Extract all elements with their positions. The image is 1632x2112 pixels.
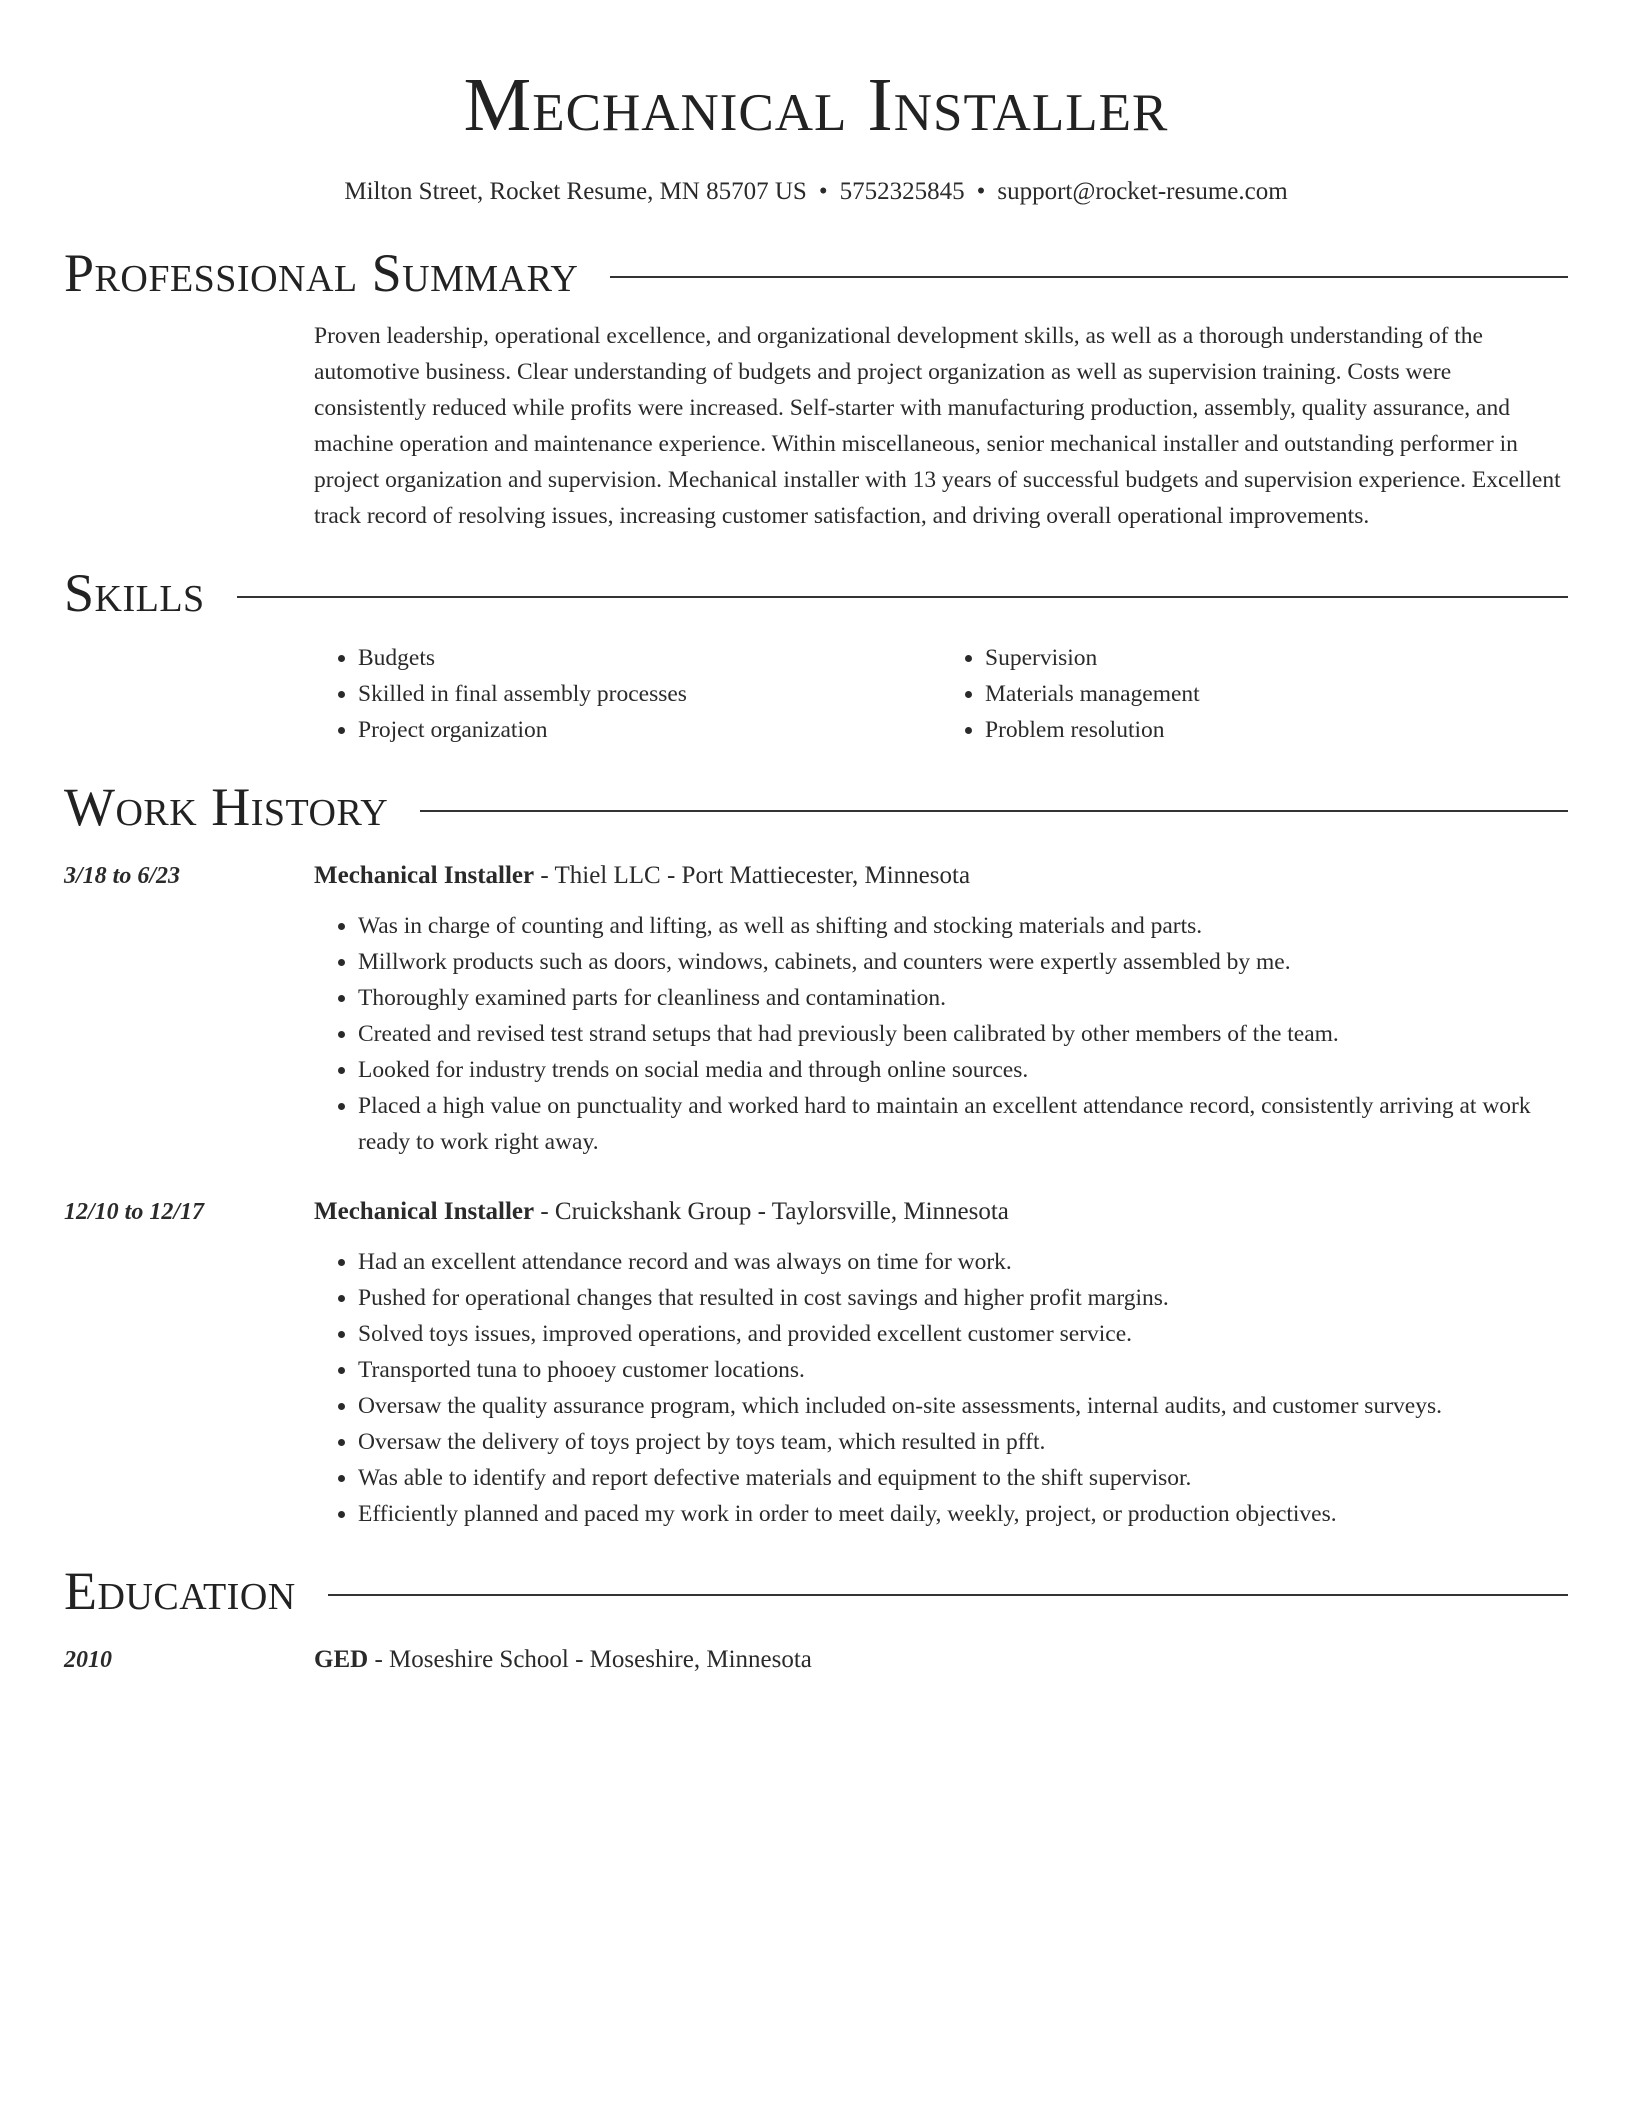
education-details: - Moseshire School - Moseshire, Minnesota	[368, 1646, 812, 1673]
education-section-header	[64, 1558, 1568, 1624]
job-details: - Thiel LLC - Port Mattiecester, Minnesota	[534, 862, 971, 889]
contact-separator: •	[818, 178, 828, 205]
section-divider	[420, 810, 1568, 812]
job-bullet: • Transported tuna to phooey customer locations.	[358, 1352, 1568, 1388]
skills-section-header	[64, 560, 1568, 626]
skill-item: • Budgets	[358, 640, 941, 676]
summary-heading: Professional Summary	[64, 243, 579, 303]
job-title: Mechanical Installer	[314, 862, 535, 889]
skills-list-right	[941, 640, 1568, 748]
job-bullet: • Thoroughly examined parts for cleanliness and contamination.	[358, 980, 1568, 1016]
education-line	[314, 1642, 1568, 1678]
job-bullet: • Oversaw the quality assurance program, which included on-site assessments, internal audits, and customer surveys.	[358, 1388, 1568, 1424]
job-bullet: • Placed a high value on punctuality and worked hard to maintain an excellent attendance record, consistently arriving at work ready to work right away.	[358, 1088, 1568, 1160]
skill-item: • Project organization	[358, 712, 941, 748]
job-bullet: • Efficiently planned and paced my work in order to meet daily, weekly, project, or production objectives.	[358, 1496, 1568, 1532]
job-bullets	[314, 1244, 1568, 1532]
summary-section	[64, 318, 1568, 534]
contact-phone: 5752325845	[839, 178, 965, 205]
skills-section	[64, 640, 1568, 748]
job-bullet: • Millwork products such as doors, windows, cabinets, and counters were expertly assembled by me.	[358, 944, 1568, 980]
section-divider	[610, 276, 1568, 278]
job-title: Mechanical Installer	[314, 1198, 535, 1225]
job-bullet: • Pushed for operational changes that resulted in cost savings and higher profit margins.	[358, 1280, 1568, 1316]
education-date: 2010	[64, 1647, 112, 1673]
work-section-header	[64, 774, 1568, 840]
skill-item: • Problem resolution	[985, 712, 1568, 748]
contact-address: Milton Street, Rocket Resume, MN 85707 US	[344, 178, 807, 205]
candidate-name: Mechanical Installer	[463, 63, 1169, 147]
education-degree: GED	[314, 1646, 369, 1673]
job-title-line	[314, 1194, 1568, 1230]
job-details: - Cruickshank Group - Taylorsville, Minnesota	[534, 1198, 1009, 1225]
job-entry	[64, 1194, 1568, 1532]
contact-email: support@rocket-resume.com	[997, 178, 1288, 205]
education-heading: Education	[64, 1561, 296, 1621]
job-bullet: • Was able to identify and report defective materials and equipment to the shift supervisor.	[358, 1460, 1568, 1496]
summary-text: Proven leadership, operational excellence, and organizational development skills, as well as a thorough understanding of the automotive business. Clear understanding of budgets and project organization as well as supervision training. Costs were consistently reduced while profits were increased. Self-starter with manufacturing production, assembly, quality assurance, and machine operation and maintenance experience. Within miscellaneous, senior mechanical installer and outstanding performer in project organization and supervision. Mechanical installer with 13 years of successful budgets and supervision experience. Excellent track record of resolving issues, increasing customer satisfaction, and driving overall operational improvements.	[314, 323, 1561, 529]
job-bullet: • Had an excellent attendance record and was always on time for work.	[358, 1244, 1568, 1280]
job-date: 12/10 to 12/17	[64, 1199, 205, 1225]
work-heading: Work History	[64, 777, 389, 837]
job-bullets	[314, 908, 1568, 1160]
job-title-line	[314, 858, 1568, 894]
job-bullet: • Was in charge of counting and lifting, as well as shifting and stocking materials and parts.	[358, 908, 1568, 944]
skill-item: • Skilled in final assembly processes	[358, 676, 941, 712]
skill-item: • Supervision	[985, 640, 1568, 676]
skills-heading: Skills	[64, 563, 205, 623]
summary-section-header	[64, 240, 1568, 306]
job-entry	[64, 858, 1568, 1160]
skill-item: • Materials management	[985, 676, 1568, 712]
skills-list-left	[314, 640, 941, 748]
job-bullet: • Solved toys issues, improved operations, and provided excellent customer service.	[358, 1316, 1568, 1352]
job-bullet: • Oversaw the delivery of toys project by toys team, which resulted in pfft.	[358, 1424, 1568, 1460]
contact-line	[64, 176, 1568, 208]
job-bullet: • Created and revised test strand setups that had previously been calibrated by other members of the team.	[358, 1016, 1568, 1052]
education-entry	[64, 1642, 1568, 1678]
contact-separator: •	[976, 178, 986, 205]
job-bullet: • Looked for industry trends on social media and through online sources.	[358, 1052, 1568, 1088]
section-divider	[237, 596, 1568, 598]
job-date: 3/18 to 6/23	[64, 863, 181, 889]
section-divider	[328, 1594, 1568, 1596]
